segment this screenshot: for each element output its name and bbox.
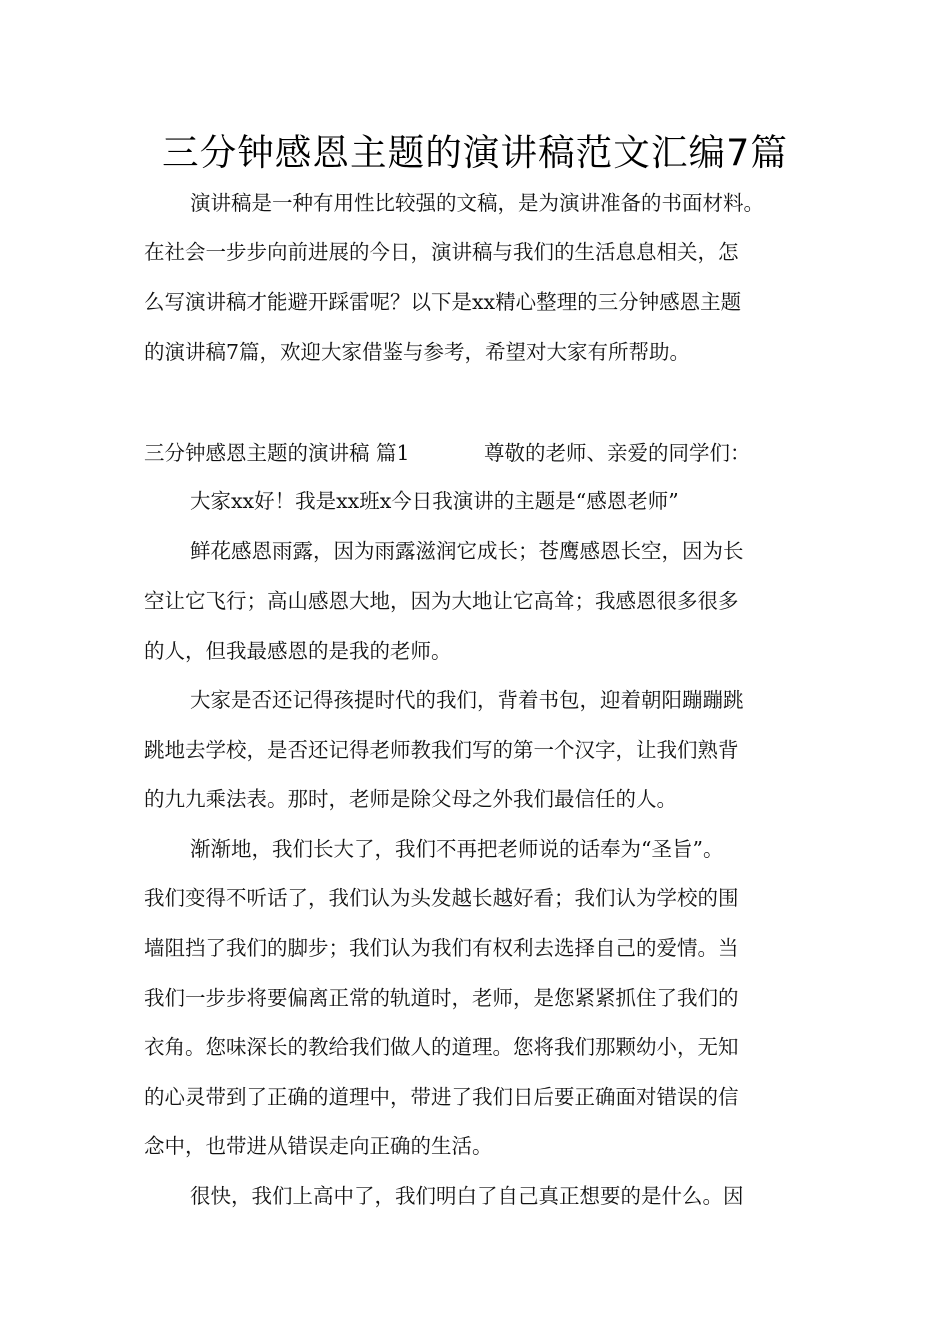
body-line: 很快，我们上高中了，我们明白了自己真正想要的是什么。因 <box>190 1184 744 1208</box>
body-line: 念中，也带进从错误走向正确的生活。 <box>144 1134 493 1158</box>
body-line: 我们一步步将要偏离正常的轨道时，老师，是您紧紧抓住了我们的 <box>144 986 739 1010</box>
body-line: 空让它飞行；高山感恩大地，因为大地让它高耸；我感恩很多很多 <box>144 589 739 613</box>
intro-line: 在社会一步步向前进展的今日，演讲稿与我们的生活息息相关，怎 <box>144 240 739 264</box>
intro-line: 演讲稿是一种有用性比较强的文稿，是为演讲准备的书面材料。 <box>190 191 764 215</box>
body-line: 鲜花感恩雨露，因为雨露滋润它成长；苍鹰感恩长空，因为长 <box>190 539 744 563</box>
salutation: 尊敬的老师、亲爱的同学们： <box>484 441 751 465</box>
body-line: 跳地去学校，是否还记得老师教我们写的第一个汉字，让我们熟背 <box>144 738 739 762</box>
intro-line: 的演讲稿7篇，欢迎大家借鉴与参考，希望对大家有所帮助。 <box>144 340 691 364</box>
body-line: 大家是否还记得孩提时代的我们，背着书包，迎着朝阳蹦蹦跳 <box>190 688 744 712</box>
document-title: 三分钟感恩主题的演讲稿范文汇编7篇 <box>161 131 789 174</box>
body-line: 大家xx好！我是xx班x今日我演讲的主题是“感恩老师” <box>190 489 679 513</box>
body-line: 的心灵带到了正确的道理中，带进了我们日后要正确面对错误的信 <box>144 1085 739 1109</box>
body-line: 衣角。您味深长的教给我们做人的道理。您将我们那颗幼小，无知 <box>144 1035 739 1059</box>
section-heading: 三分钟感恩主题的演讲稿 篇1 <box>144 441 410 465</box>
body-line: 的九九乘法表。那时，老师是除父母之外我们最信任的人。 <box>144 787 677 811</box>
body-line: 的人，但我最感恩的是我的老师。 <box>144 639 452 663</box>
intro-line: 么写演讲稿才能避开踩雷呢？以下是xx精心整理的三分钟感恩主题 <box>144 290 742 314</box>
body-line: 我们变得不听话了，我们认为头发越长越好看；我们认为学校的围 <box>144 886 739 910</box>
body-line: 墙阻挡了我们的脚步；我们认为我们有权利去选择自己的爱情。当 <box>144 936 739 960</box>
body-line: 渐渐地，我们长大了，我们不再把老师说的话奉为“圣旨”。 <box>190 837 724 861</box>
